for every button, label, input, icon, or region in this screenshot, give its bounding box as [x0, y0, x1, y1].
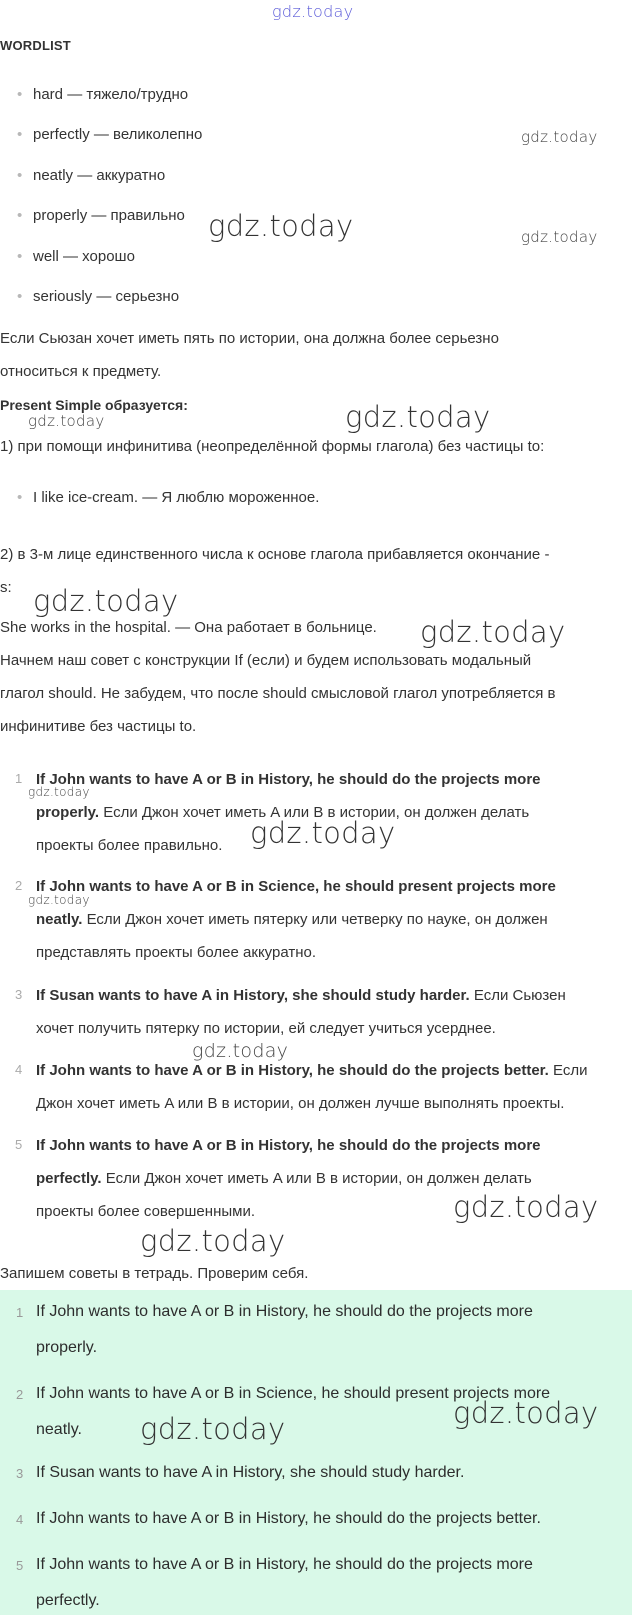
intro-line: Если Сьюзан хочет иметь пять по истории, она должна более серьезно	[0, 330, 499, 347]
list-number: 3	[16, 1466, 24, 1481]
list-number: 1	[15, 771, 23, 786]
advice-intro-line: глагол should. Не забудем, что после should смысловой глагол употребляется в	[0, 685, 556, 702]
list-item: • hard — тяжело/трудно	[17, 86, 189, 103]
list-item: If Susan wants to have A in History, she should study harder. Если Сьюзен хочет получить пятерку по истории, ей следует учиться усерднее.	[36, 987, 566, 1037]
list-item: If John wants to have A or B in Science, he should present projects more neatly. Если Джон хочет иметь пятерку или четверку по науке, он должен представлять проекты более аккуратно.	[36, 878, 556, 961]
grammar-rule: s:	[0, 579, 12, 596]
grammar-rule: 2) в 3-м лице единственного числа к основе глагола прибавляется окончание -	[0, 546, 550, 563]
list-number: 2	[16, 1387, 24, 1402]
list-item: If John wants to have A or B in History, he should do the projects more properly.	[36, 1303, 533, 1356]
watermark: gdz.today	[28, 412, 105, 430]
advice-intro-line: инфинитиве без частицы to.	[0, 718, 197, 735]
grammar-rule: 1) при помощи инфинитива (неопределённой формы глагола) без частицы to:	[0, 438, 545, 455]
notebook-intro: Запишем советы в тетрадь. Проверим себя.	[0, 1265, 309, 1282]
list-number: 1	[16, 1305, 24, 1320]
watermark: gdz.today	[521, 228, 598, 246]
bullet-icon: •	[17, 126, 23, 143]
watermark: gdz.today	[33, 584, 179, 618]
watermark: gdz.today	[28, 893, 90, 907]
watermark: gdz.today	[420, 615, 566, 649]
watermark: gdz.today	[453, 1190, 599, 1224]
list-number: 4	[15, 1062, 23, 1077]
bullet-icon: •	[17, 248, 23, 265]
list-item: If John wants to have A or B in Science, he should present projects more neatly.	[36, 1385, 551, 1438]
list-item: • perfectly — великолепно	[17, 126, 203, 143]
grammar-title: Present Simple образуется:	[0, 397, 188, 413]
watermark: gdz.today	[453, 1396, 599, 1430]
watermark: gdz.today	[208, 209, 354, 243]
watermark: gdz.today	[140, 1412, 286, 1446]
list-item: • seriously — серьезно	[17, 288, 180, 305]
advice-intro-line: Начнем наш совет с конструкции If (если) и будем использовать модальный	[0, 652, 532, 669]
list-item: If Susan wants to have A in History, she should study harder.	[36, 1464, 465, 1481]
list-item: If John wants to have A or B in History, he should do the projects better. Если Джон хочет иметь A или B в истории, он должен лучше выполнять проекты.	[36, 1062, 588, 1112]
grammar-example: She works in the hospital. — Она работает в больнице.	[0, 619, 377, 636]
intro-line: относиться к предмету.	[0, 363, 162, 380]
list-number: 4	[16, 1512, 24, 1527]
watermark: gdz.today	[272, 2, 354, 21]
bullet-icon: •	[17, 167, 23, 184]
watermark: gdz.today	[345, 400, 491, 434]
bullet-icon: •	[17, 288, 23, 305]
watermark: gdz.today	[28, 785, 90, 799]
bullet-icon: •	[17, 207, 23, 224]
watermark: gdz.today	[192, 1040, 289, 1062]
list-item: If John wants to have A or B in History, he should do the projects more perfectly. Если Джон хочет иметь A или B в истории, он должен делать проекты более совершенными.	[36, 1137, 541, 1220]
bullet-icon: •	[17, 489, 23, 506]
list-item: If John wants to have A or B in History, he should do the projects more perfectly.	[36, 1556, 533, 1609]
list-item: If John wants to have A or B in History, he should do the projects better.	[36, 1510, 541, 1527]
list-item: • I like ice-cream. — Я люблю мороженное.	[17, 489, 320, 506]
list-number: 3	[15, 987, 23, 1002]
list-number: 5	[16, 1558, 24, 1573]
list-item: • well — хорошо	[17, 248, 135, 265]
watermark: gdz.today	[521, 128, 598, 146]
list-number: 2	[15, 878, 23, 893]
bullet-icon: •	[17, 86, 23, 103]
list-item: • neatly — аккуратно	[17, 167, 166, 184]
list-item: If John wants to have A or B in History, he should do the projects more properly. Если Джон хочет иметь A или B в истории, он должен делать проекты более правильно.	[36, 771, 541, 854]
watermark: gdz.today	[140, 1224, 286, 1258]
watermark: gdz.today	[250, 816, 396, 850]
list-number: 5	[15, 1137, 23, 1152]
notebook-box	[0, 1290, 632, 1615]
list-item: • properly — правильно	[17, 207, 185, 224]
wordlist-title: WORDLIST	[0, 38, 71, 53]
